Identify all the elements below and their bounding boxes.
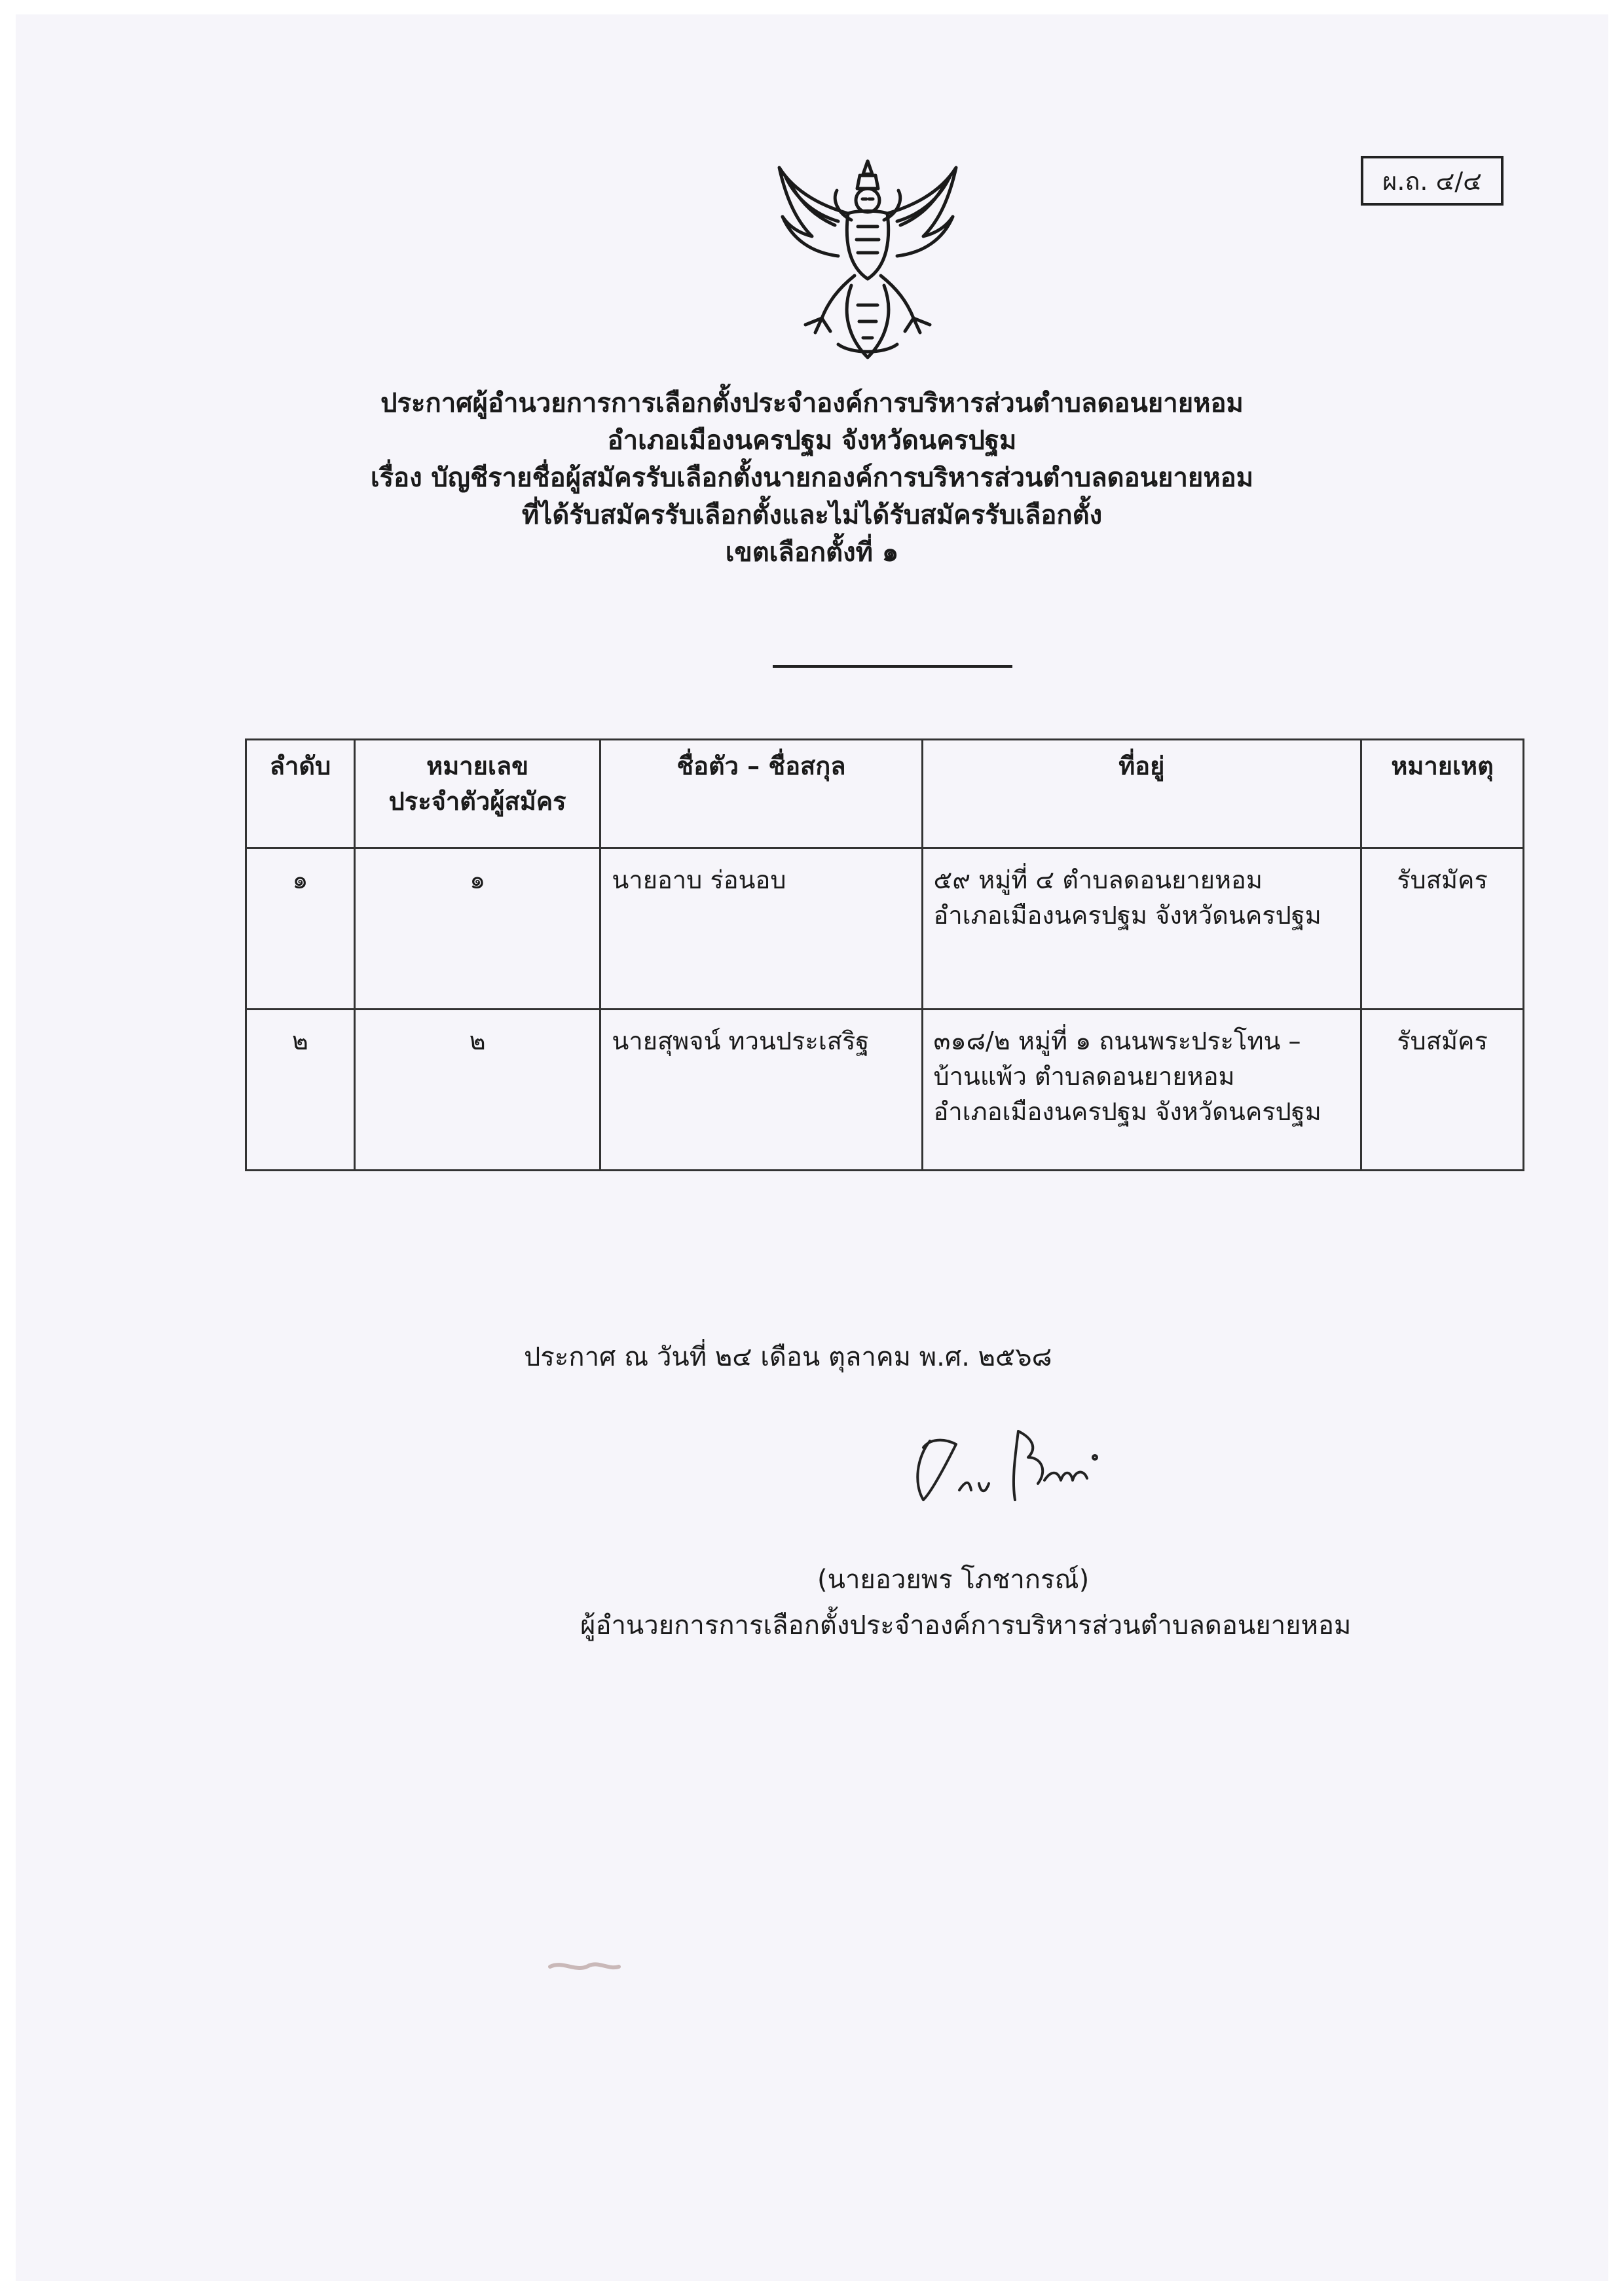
address-line: อำเภอเมืองนครปฐม จังหวัดนครปฐม	[933, 1097, 1321, 1126]
cell-order: ๑	[246, 848, 355, 1010]
cell-address	[922, 1010, 1361, 1171]
header-remark: หมายเหตุ	[1361, 740, 1524, 848]
form-code-box: ผ.ถ. ๔/๔	[1361, 156, 1504, 206]
cell-remark: รับสมัคร	[1361, 848, 1524, 1010]
address-line: ๕๙ หมู่ที่ ๔ ตำบลดอนยายหอม	[933, 866, 1263, 894]
cell-candidate-number: ๑	[354, 848, 600, 1010]
paper-smudge-mark	[537, 1947, 635, 1986]
cell-name: นายสุพจน์ ทวนประเสริฐ	[600, 1010, 922, 1171]
heading-line-2: อำเภอเมืองนครปฐม จังหวัดนครปฐม	[607, 426, 1017, 456]
cell-order: ๒	[246, 1010, 355, 1171]
table-row	[246, 848, 1524, 1010]
candidate-table	[245, 738, 1524, 1171]
heading-line-3: เรื่อง บัญชีรายชื่อผู้สมัครรับเลือกตั้งนายกองค์การบริหารส่วนตำบลดอนยายหอม	[370, 463, 1254, 493]
address-line: อำเภอเมืองนครปฐม จังหวัดนครปฐม	[933, 901, 1321, 930]
table-header-row	[246, 740, 1524, 848]
cell-address	[922, 848, 1361, 1010]
cell-remark: รับสมัคร	[1361, 1010, 1524, 1171]
header-candidate-number	[354, 740, 600, 848]
signer-title: ผู้อำนวยการการเลือกตั้งประจำองค์การบริหารส่วนตำบลดอนยายหอม	[580, 1611, 1352, 1641]
address-line: บ้านแพ้ว ตำบลดอนยายหอม	[933, 1062, 1235, 1091]
heading-divider	[773, 665, 1012, 668]
handwritten-signature	[904, 1418, 1153, 1516]
heading-line-1: ประกาศผู้อำนวยการการเลือกตั้งประจำองค์การบริหารส่วนตำบลดอนยายหอม	[380, 388, 1244, 418]
announcement-date: ประกาศ ณ วันที่ ๒๔ เดือน ตุลาคม พ.ศ. ๒๕๖๘	[524, 1342, 1052, 1372]
cell-candidate-number: ๒	[354, 1010, 600, 1171]
address-line: ๓๑๘/๒ หมู่ที่ ๑ ถนนพระประโทน –	[933, 1027, 1301, 1055]
announcement-heading	[0, 385, 1624, 572]
header-number-line-1: หมายเลข	[426, 752, 529, 780]
heading-line-5: เขตเลือกตั้งที่ ๑	[725, 538, 899, 568]
signer-name: (นายอวยพร โภชากรณ์)	[817, 1565, 1090, 1595]
header-order: ลำดับ	[246, 740, 355, 848]
header-number-line-2: ประจำตัวผู้สมัคร	[388, 787, 566, 816]
cell-name: นายอาบ ร่อนอบ	[600, 848, 922, 1010]
heading-line-4: ที่ได้รับสมัครรับเลือกตั้งและไม่ได้รับสมัครรับเลือกตั้ง	[521, 500, 1103, 530]
header-address: ที่อยู่	[922, 740, 1361, 848]
garuda-emblem-icon	[766, 148, 969, 371]
table-row	[246, 1010, 1524, 1171]
header-name: ชื่อตัว – ชื่อสกุล	[600, 740, 922, 848]
